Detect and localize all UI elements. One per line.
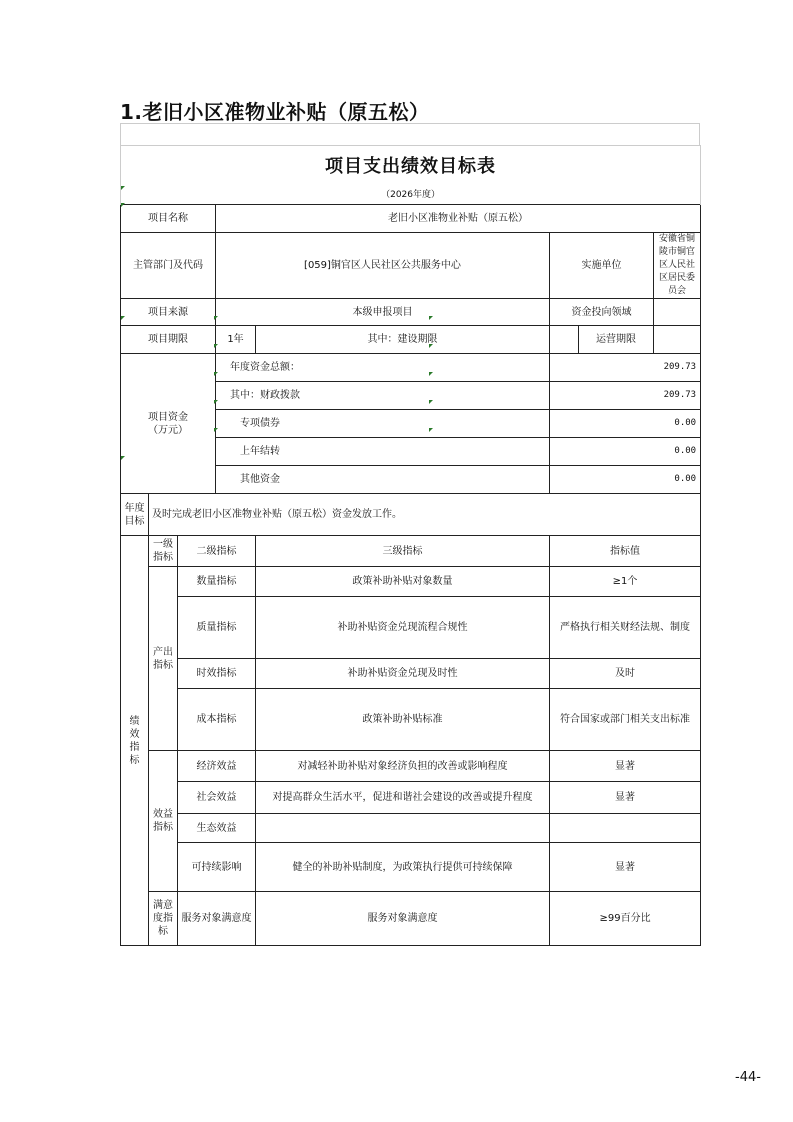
- cell-marker-icon: [214, 428, 218, 432]
- label-source: 项目来源: [121, 299, 216, 326]
- label-construct: 其中：建设期限: [256, 326, 550, 354]
- satisfaction-lvl2: 服务对象满意度: [178, 892, 256, 946]
- label-operate: 运营期限: [579, 326, 654, 354]
- cell-marker-icon: [214, 400, 218, 404]
- table-frame: [120, 123, 700, 145]
- header-lvl3: 三级指标: [256, 536, 550, 567]
- output-lvl2: 时效指标: [178, 659, 256, 689]
- label-impl-unit: 实施单位: [550, 233, 654, 299]
- cell-marker-icon: [121, 456, 125, 460]
- cell-marker-icon: [214, 316, 218, 320]
- value-annual-total: 209.73: [550, 354, 701, 382]
- section-heading: 1.老旧小区准物业补贴（原五松）: [120, 100, 430, 124]
- value-dept: [059]铜官区人民社区公共服务中心: [216, 233, 550, 299]
- label-benefit: 效益 指标: [149, 751, 178, 892]
- label-direction: 资金投向领域: [550, 299, 654, 326]
- satisfaction-lvl3: 服务对象满意度: [256, 892, 550, 946]
- value-operate: [654, 326, 701, 354]
- label-output: 产出 指标: [149, 567, 178, 751]
- label-dept: 主管部门及代码: [121, 233, 216, 299]
- cell-marker-icon: [214, 344, 218, 348]
- table-row: [121, 751, 701, 782]
- output-lvl2: 质量指标: [178, 597, 256, 659]
- label-period: 项目期限: [121, 326, 216, 354]
- table-row: [121, 567, 701, 597]
- performance-target-table: [120, 145, 701, 946]
- benefit-lvl3: 对提高群众生活水平，促进和谐社会建设的改善或提升程度: [256, 782, 550, 814]
- table-row: [121, 782, 701, 814]
- value-construct: [550, 326, 579, 354]
- table-row: [121, 689, 701, 751]
- value-project-name: 老旧小区准物业补贴（原五松）: [216, 205, 701, 233]
- output-lvl3: 政策补助补贴标准: [256, 689, 550, 751]
- table-row: [121, 659, 701, 689]
- table-row: [121, 814, 701, 843]
- table-year: （2026年度）: [121, 188, 701, 205]
- label-goal: 年度 目标: [121, 494, 149, 536]
- benefit-lvl2: 可持续影响: [178, 843, 256, 892]
- cell-marker-icon: [214, 372, 218, 376]
- benefit-lvl2: 生态效益: [178, 814, 256, 843]
- label-project-name: 项目名称: [121, 205, 216, 233]
- label-fiscal: 其中：财政拨款: [216, 382, 550, 410]
- header-lvl1: 一级 指标: [149, 536, 178, 567]
- benefit-lvl3: 健全的补助补贴制度，为政策执行提供可持续保障: [256, 843, 550, 892]
- output-lvl2: 数量指标: [178, 567, 256, 597]
- benefit-value: [550, 814, 701, 843]
- table-row: [121, 843, 701, 892]
- cell-marker-icon: [121, 186, 125, 190]
- output-lvl3: 补助补贴资金兑现及时性: [256, 659, 550, 689]
- output-value: 及时: [550, 659, 701, 689]
- value-carryover: 0.00: [550, 438, 701, 466]
- label-special-bond: 专项债券: [216, 410, 550, 438]
- value-other: 0.00: [550, 466, 701, 494]
- benefit-lvl2: 经济效益: [178, 751, 256, 782]
- cell-marker-icon: [429, 428, 433, 432]
- table-row: [121, 597, 701, 659]
- output-lvl3: 政策补助补贴对象数量: [256, 567, 550, 597]
- benefit-lvl3: [256, 814, 550, 843]
- cell-marker-icon: [429, 372, 433, 376]
- value-goal: 及时完成老旧小区准物业补贴（原五松）资金发放工作。: [149, 494, 701, 536]
- cell-marker-icon: [429, 400, 433, 404]
- output-lvl3: 补助补贴资金兑现流程合规性: [256, 597, 550, 659]
- benefit-value: 显著: [550, 843, 701, 892]
- value-special-bond: 0.00: [550, 410, 701, 438]
- satisfaction-value: ≥99百分比: [550, 892, 701, 946]
- cell-marker-icon: [121, 316, 125, 320]
- cell-marker-icon: [429, 316, 433, 320]
- header-value: 指标值: [550, 536, 701, 567]
- cell-marker-icon: [429, 344, 433, 348]
- label-satisfaction: 满意 度指 标: [149, 892, 178, 946]
- output-value: 严格执行相关财经法规、制度: [550, 597, 701, 659]
- label-perf: 绩 效 指 标: [121, 536, 149, 946]
- header-lvl2: 二级指标: [178, 536, 256, 567]
- value-fiscal: 209.73: [550, 382, 701, 410]
- page-number: -44-: [735, 1070, 761, 1085]
- cell-marker-icon: [121, 203, 125, 207]
- label-annual-total: 年度资金总额：: [216, 354, 550, 382]
- table-row: [121, 892, 701, 946]
- output-value: 符合国家或部门相关支出标准: [550, 689, 701, 751]
- label-other: 其他资金: [216, 466, 550, 494]
- benefit-value: 显著: [550, 782, 701, 814]
- value-source: 本级申报项目: [216, 299, 550, 326]
- value-period: 1年: [216, 326, 256, 354]
- value-direction: [654, 299, 701, 326]
- benefit-lvl2: 社会效益: [178, 782, 256, 814]
- benefit-lvl3: 对减轻补助补贴对象经济负担的改善或影响程度: [256, 751, 550, 782]
- value-impl-unit: 安徽省铜陵市铜官区人民社区居民委员会: [654, 233, 701, 299]
- label-carryover: 上年结转: [216, 438, 550, 466]
- table-title: 项目支出绩效目标表: [121, 146, 701, 188]
- label-funds: 项目资金 （万元）: [121, 354, 216, 494]
- output-lvl2: 成本指标: [178, 689, 256, 751]
- output-value: ≥1个: [550, 567, 701, 597]
- benefit-value: 显著: [550, 751, 701, 782]
